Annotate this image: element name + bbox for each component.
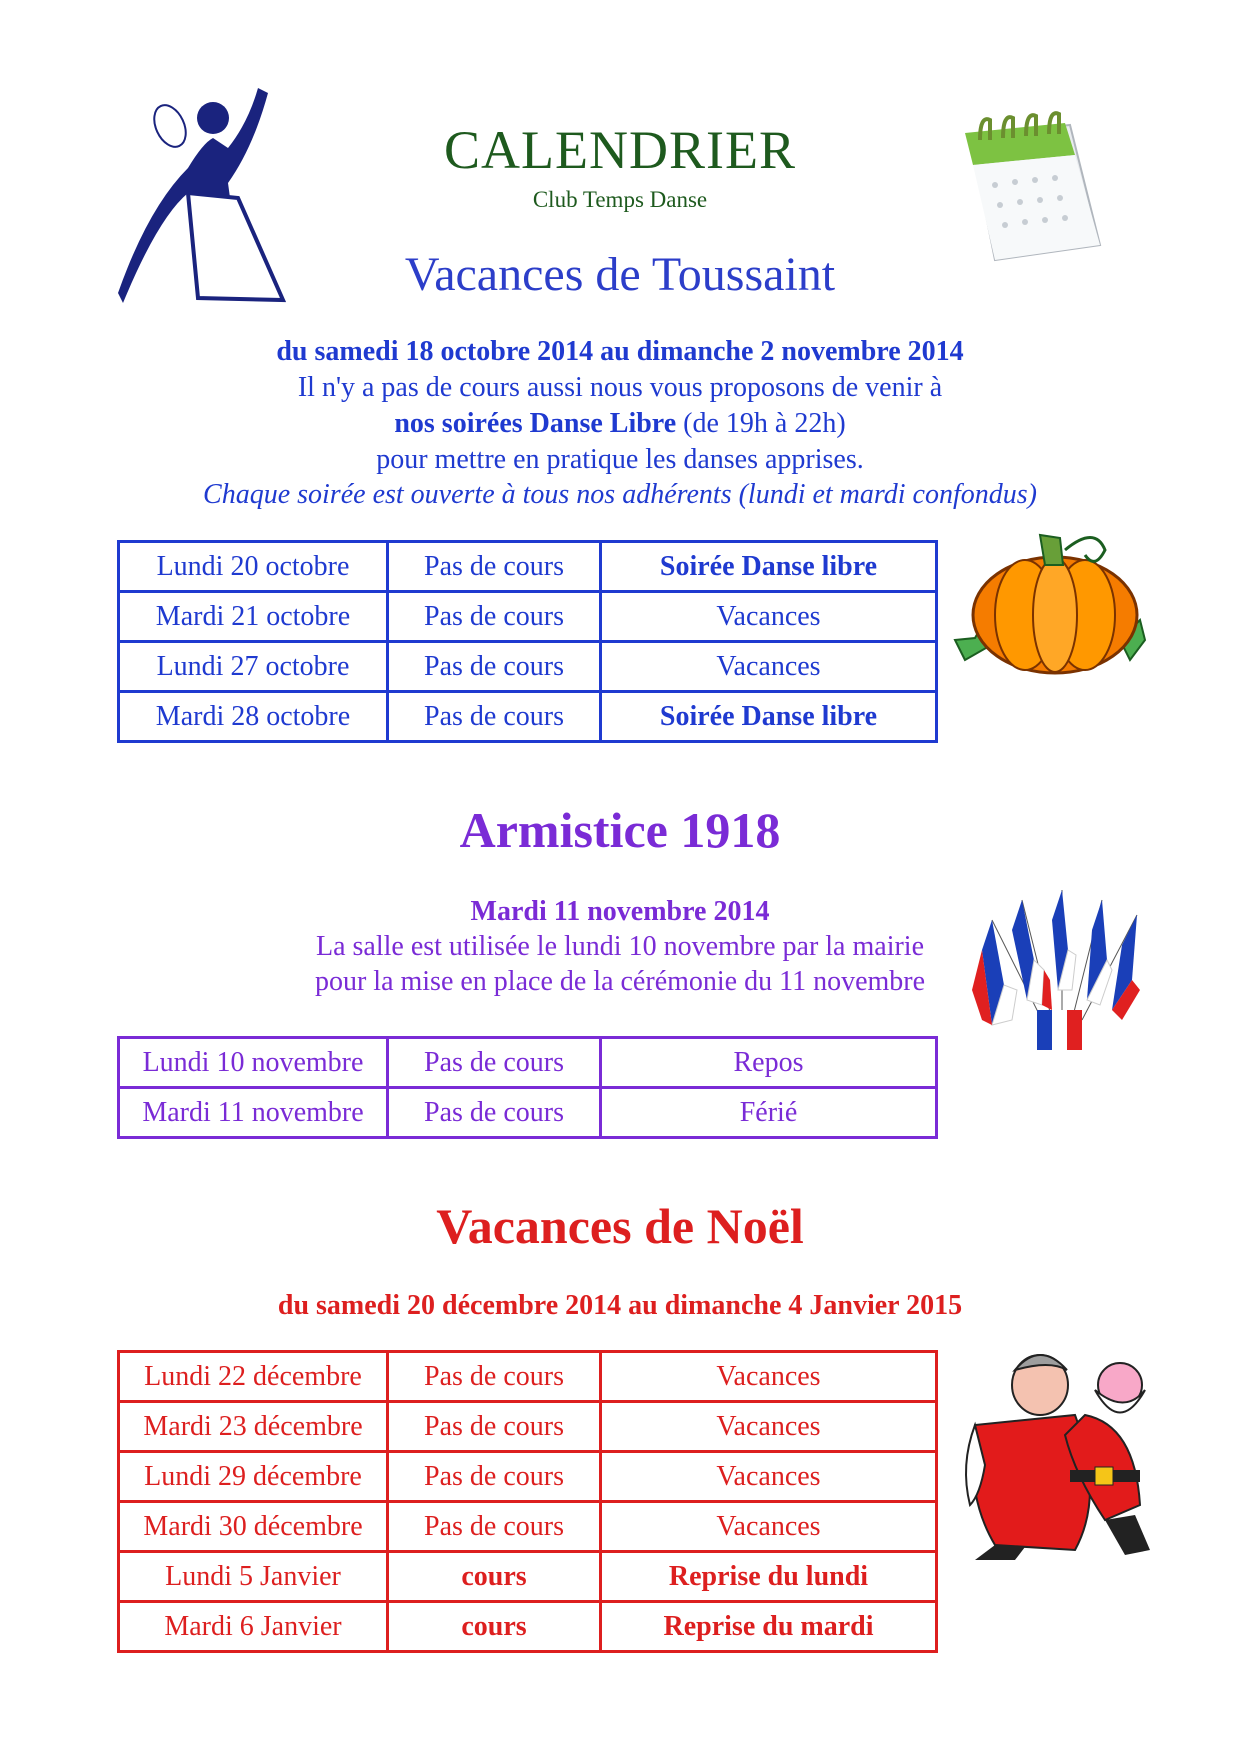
armistice-date: Mardi 11 novembre 2014 — [470, 896, 770, 927]
pumpkin-icon — [945, 520, 1155, 680]
cours-cell: Pas de cours — [388, 1502, 601, 1552]
info-cell: Vacances — [601, 592, 937, 642]
toussaint-line1: Il n'y a pas de cours aussi nous vous proposons de venir à — [297, 372, 943, 403]
toussaint-line4: Chaque soirée est ouverte à tous nos adhérents (lundi et mardi confondus) — [203, 479, 1037, 510]
table-row — [119, 592, 937, 642]
info-cell: Soirée Danse libre — [601, 542, 937, 592]
table-row — [119, 642, 937, 692]
info-cell: Vacances — [601, 1402, 937, 1452]
page-title: CALENDRIER — [444, 120, 796, 180]
cours-cell: Pas de cours — [388, 1452, 601, 1502]
toussaint-line3: pour mettre en pratique les danses apprises. — [376, 444, 864, 475]
info-cell: Vacances — [601, 642, 937, 692]
cours-cell: Pas de cours — [388, 692, 601, 742]
toussaint-line2-bold: nos soirées Danse Libre — [394, 408, 677, 439]
toussaint-line2-rest: (de 19h à 22h) — [676, 408, 846, 439]
armistice-line1: La salle est utilisée le lundi 10 novembre par la mairie — [315, 931, 924, 962]
table-row — [119, 1502, 937, 1552]
info-cell: Férié — [601, 1088, 937, 1138]
french-flags-icon — [972, 890, 1152, 1060]
noel-dates: du samedi 20 décembre 2014 au dimanche 4 Janvier 2015 — [277, 1290, 963, 1321]
info-cell: Vacances — [601, 1452, 937, 1502]
table-row — [119, 1602, 937, 1652]
armistice-title: Armistice 1918 — [459, 802, 781, 858]
dancing-couple-logo-icon — [118, 88, 298, 308]
day-cell: Mardi 23 décembre — [119, 1402, 388, 1452]
day-cell: Lundi 27 octobre — [119, 642, 388, 692]
day-cell: Mardi 28 octobre — [119, 692, 388, 742]
santa-couple-dancing-icon — [955, 1345, 1165, 1565]
armistice-table — [117, 1036, 938, 1139]
info-cell: Reprise du mardi — [601, 1602, 937, 1652]
day-cell: Mardi 11 novembre — [119, 1088, 388, 1138]
table-row — [119, 1402, 937, 1452]
toussaint-dates: du samedi 18 octobre 2014 au dimanche 2 novembre 2014 — [276, 336, 964, 367]
table-row — [119, 542, 937, 592]
info-cell: Reprise du lundi — [601, 1552, 937, 1602]
cours-cell: Pas de cours — [388, 1402, 601, 1452]
day-cell: Lundi 22 décembre — [119, 1352, 388, 1402]
club-name: Club Temps Danse — [532, 187, 708, 212]
toussaint-line2 — [100, 406, 1140, 442]
toussaint-table — [117, 540, 938, 743]
armistice-line2: pour la mise en place de la cérémonie du 11 novembre — [314, 966, 926, 997]
cours-cell: Pas de cours — [388, 1088, 601, 1138]
table-row — [119, 1038, 937, 1088]
cours-cell: cours — [388, 1552, 601, 1602]
table-row — [119, 1088, 937, 1138]
noel-title: Vacances de Noël — [436, 1198, 804, 1254]
calendar-icon — [955, 105, 1105, 265]
day-cell: Mardi 21 octobre — [119, 592, 388, 642]
cours-cell: Pas de cours — [388, 642, 601, 692]
day-cell: Lundi 10 novembre — [119, 1038, 388, 1088]
cours-cell: Pas de cours — [388, 1352, 601, 1402]
cours-cell: Pas de cours — [388, 542, 601, 592]
noel-table — [117, 1350, 938, 1653]
day-cell: Lundi 5 Janvier — [119, 1552, 388, 1602]
info-cell: Soirée Danse libre — [601, 692, 937, 742]
day-cell: Mardi 6 Janvier — [119, 1602, 388, 1652]
table-row — [119, 1552, 937, 1602]
info-cell: Vacances — [601, 1502, 937, 1552]
day-cell: Lundi 20 octobre — [119, 542, 388, 592]
table-row — [119, 692, 937, 742]
table-row — [119, 1352, 937, 1402]
day-cell: Lundi 29 décembre — [119, 1452, 388, 1502]
cours-cell: cours — [388, 1602, 601, 1652]
info-cell: Vacances — [601, 1352, 937, 1402]
table-row — [119, 1452, 937, 1502]
info-cell: Repos — [601, 1038, 937, 1088]
toussaint-title: Vacances de Toussaint — [404, 248, 836, 301]
cours-cell: Pas de cours — [388, 1038, 601, 1088]
cours-cell: Pas de cours — [388, 592, 601, 642]
day-cell: Mardi 30 décembre — [119, 1502, 388, 1552]
